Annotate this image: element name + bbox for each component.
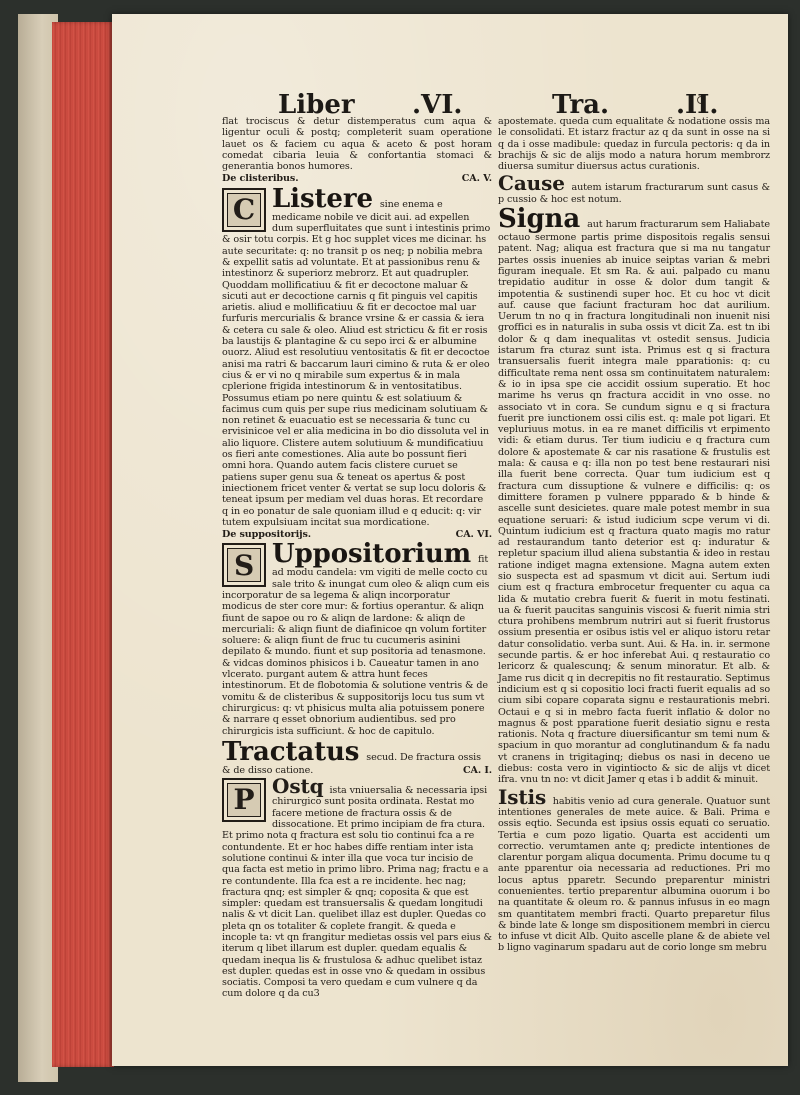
signa-display-word: Signa: [498, 204, 581, 235]
left-text-column: [222, 116, 492, 1000]
chapter-1-text: ista vniuersalia & necessaria ipsi chirurgico sunt posita ordinata. Restat mo facere metione de fractura ossis & de dissocatione. Et primo incipiam de fra ctura. Et primo nota q fractura est solu tio continui fca a re contundente. Et er hoc habes diffe rentiam inter ista solutione continui & inter illa que voca tur incisio de qua facta est metio in primo libro. Prima nag; fractu e a re contundente. Illa fca est a re incidente. hec nag; fractura qnq; est simpler & qnq; coposita & que est simpler: quedam est transuersalis & quedam longitudi nalis & vt dicit Lan. quelibet illaz est dupler. Quedas co pleta qn os totaliter & coplete frangit. & queda e incople ta: vt qn frangitur medietas ossis vel pars eius & iterum q libet illarum est dupler. quedam equalis & quedam inequa lis & frustulosa & adhuc quelibet istaz est dupler. quedas est in osse vno & quedam in ossibus sociatis. Composi ta vero quedam e cum vulnere q da cum dolore q da cu3: [222, 785, 492, 1000]
tractatus-display-word: Tractatus: [222, 736, 360, 767]
chapter-6-number: CA. VI.: [455, 529, 492, 541]
running-head-book-number: .VI.: [412, 90, 463, 120]
tractatus-subtitle: secud. De fractura ossis & de disso catione.: [222, 751, 481, 776]
chapter-6-text: fit ad modu candela: vm vigiti de melle cocto cu sale trito & inungat cum oleo & aliqn cum eis incorporatur de sa legema & aliqn incorporatur modicus de ster core mur: & fortius operantur. & aliqn fiunt de sapoe ou ro & aliqn de lardone: & aliqn de mercuriali: & aliqn fiunt de diafinicoe qn volum fortiter soluere: & aliqn fiunt de fruc tu cucumeris asinini depilato & mundo. fiunt et sup positoria ad tenasmone. & vidcas dominos phisicos i b. Caueatur tamen in ano vlcerato. purgant autem & attra hunt feces intestinorum. Et de flobotomia & solutione ventris & de vomitu & de clisteribus & suppositorijs locu tus sum vt chirurgicus: q: vt phisicus multa alia potuissem ponere & narrare q esset obnorium audientibus. sed pro chirurgicis ista sufficiunt. & hoc de capitulo.: [222, 554, 490, 737]
chapter-1-number: CA. I.: [463, 764, 492, 776]
left-intro-paragraph: flat trociscus & detur distemperatus cum aqua & ligentur oculi & postq; completerit suam operatione lauet os & faciem cu aqua & aceto & post horam comedat cibaria leuia & confortantia stomaci & generantia bonos humores.: [222, 116, 492, 173]
red-page-edges: [52, 22, 114, 1067]
chapter-5-number: CA. V.: [461, 173, 492, 185]
decorated-initial-s: S: [222, 543, 266, 587]
right-intro-paragraph: apostemate. queda cum equalitate & nodatione ossis ma le consolidati. Et istarz fractur az q da sunt in osse na si q da i osse madibule: quedaz in furcula pectoris: q da in brachijs & sic de alijs modo a natura horum membrorz diuersa sumitur diuersus actus curationis.: [498, 116, 770, 173]
chapter-5-title: De clisteribus.: [222, 173, 299, 185]
decorated-initial-p: P: [222, 778, 266, 822]
istis-paragraph: [498, 784, 770, 954]
running-head-tract-number: .II.: [676, 90, 719, 120]
chapter-1-display-word: Ostq: [272, 774, 324, 799]
decorated-initial-c: C: [222, 188, 266, 232]
causae-text: autem istarum fracturarum sunt casus & p cussio & hoc est notum.: [498, 182, 771, 205]
chapter-5-text: sine enema e medicame nobile ve dicit aui. ad expellen dum superfluitates que sunt i intestinis primo & osir totu corpis. Et g hoc supplet vices me dicinar. hs aute securitate: q: no transit p os neq; p nobilia mebra & expellit satis ad voluntate. Et at passionibus renu & intestinorz & superiorz mebrorz. Et aut quadrupler. Quoddam mollificatiuu & fit er decoctone maluar & sicuti aut er decoctione carnis q fit pinguis vel capitis arietis. aliud e mollificatiuu & fit er decoctoe mal uar furfuris mercurialis & brance vrsine & er cassia & iera & cetera cu sale & oleo. Aliud est stricticu & fit er rosis ba laustijs & plantagine & cu sepo irci & er albumine ouorz. Aliud est resolutiuu ventositatis & fit er decoctoe anisi ma ratri & baccarum lauri cimino & ruta & er oleo cius & er vi no q mirabile sum expertus & in mala cplerione frigida intestinorum & in ventositatibus. Possumus etiam po nere quintu & est solatiuum & facimus cum quis per supe rius medicinam solutiuam & non retinet & euacuatio est se necessaria & tunc cu ervisinicoe vel er alia medicina in bo dio dissoluta vel in alio liquore. Clistere autem solutiuum & mundificatiuu os fieri ante comestiones. Alia aute bo possunt fieri omni hora. Quando autem facis clistere curuet se patiens super genu sua & teneat os apertus & post iniectionem fricet venter & vertat se sup locu doloris & teneat ipsum per mediam vel duas horas. Et recordare q in eo ponatur de sale quoniam illud e q educit: q: vir tutem expulsiuam incitat sua mordicatione.: [222, 198, 491, 528]
signa-text: aut harum fracturarum sem Haliabate octauo sermone partis prime dispositois regalis sensui patent. Nag; aliqua est fractura que si ma nu tangatur partes ossis inuenies ab inuice seiptas varian & mebri figuram inequale. Et sm Ra. & aui. palpado cu manu trepidatio auditur in osse & dolor dum tangit & impotentia & sustinendi super hoc. Et cu hoc vt dicit auf. cause que faciunt fracturam hoc dat aurilium. Uerum tn no q in fractura longitudinali non inuenit nisi groffici es in naturalis in suba ossis vt dicit Za. est tn ibi dolor & q dam inequalitas vt ostedit sensus. Judicia istarum fra cturaz sunt ista. Primus est q si fractura transuersalis fuerit integra male pparationis: q: cu difficultate rema nent ossa sm continuitatem naturalem: & io in ipsa spe cie accidit ossium superatio. Et hoc marime hs verus qn fractura accidit in vno osse. no associato vt in cora. Se cundum signu e q si fractura fuerit pre iunctionem ossi cilis est. q: male pot ligari. Et vepluriuus motus. in ea re manet difficilis vt erpimento vidi: & etiam durus. Ter tium iudiciu e q fractura cum dolore & apostemate & car nis rasatione & frustulis est mala: & causa e q: illa non po test bene restaurari nisi illa fuerit bene correcta. Quar tum iudicium est q fractura cum dissuptione & vulnere e difficilis: q: os dimittere foramen p vulnere ppparado & b hinde & ascelle sunt desicietes. quare male potest membr in sua equatione seruari: & istud iudicium scpe verum vi di. Quintum iudicium est q fractura quato magis mo ratur ad restaurandum tanto deterior est q: induratur & repletur spacium illud aliena substantia & ideo in restau ratione indiget magna extensione. Magna autem exten sio suspecta est ad spasmum vt dicit aui. Sertum iudi cium est q fractura embrocetur frequenter cu aqua ca lida & mutatio crebra fuerit & fuerit in motu festinati. ua & fuerit paucitas sanguinis viscosi & fuerit nimia stri ctura prohibens membrum nutriri aut si fuerit frustorus ossium presentia er osibus istis vel er aliquo istoru retar datur consolidatio. verba sunt. Aui. & Ha. in. ir. sermone secunde partis. & er hoc inferebat Aui. q restauratio co lericorz & qualescunq; & senum minoratur. Et alb. & Jame rus dicit q in decrepitis no fit restauratio. Septimus indicium est q si copositio loci fracti fuerit equalis ad so cium sibi copare coparata signu e restaurationis mebri. Octaui e q si in mebro facta fuerit inflatio & dolor no magnus & post pparatione fuerit desiatio signu e resta rationis. Nota q fracture diuersificantur sm temi num & spacium in quo morantur ad conglutinandum & fa nadu vt cranens in trigitaginq; diebus os nasi in deceno ue diebus: costa vero in vigintiocto & sic de alijs vt dicet ifra. vnu tn no: vt dicit Jamer q etas i b addit & minuit.: [498, 219, 771, 786]
istis-text: habitis venio ad cura generale. Quatuor sunt intentiones generales de mete auice. & Bali. Prima e ossis eqtio. Secunda est ipsius ossis equati co seruatio. Tertia e cum pozo ligatio. Quarta est accidenti um correctio. verumtamen ante q; predicte intentiones de clarentur porgam aliqua documenta. Primu docume tu q ante pparentur oia necessaria ad reductiones. Pri mo locus aptus pparetr. Secundo preparentur ministri conuenientes. tertio preparentur albumina ouorum i bo na quantitate & oleum ro. & pannus infusus in eo magn sm quantitatem membri fracti. Quarto preparetur filus & binde late & longe sm dispositionem membri in ciercu to infuse vt dicit Alb. Quito ascelle plane & de abiete vel b ligno vaginarum spadaru aut de corio longe sm mebru: [498, 795, 770, 954]
causae-paragraph: [498, 173, 770, 205]
running-head-liber: Liber: [278, 90, 355, 120]
signa-paragraph: [498, 206, 770, 786]
tractatus-heading: [222, 736, 492, 776]
chapter-6-title: De suppositorijs.: [222, 529, 312, 541]
chapter-6-display-word: Uppositorium: [272, 539, 472, 570]
causae-display-word: Cause: [498, 171, 565, 196]
chapter-5-display-word: Listere: [272, 183, 373, 214]
istis-display-word: Istis: [498, 784, 547, 809]
right-text-column: [498, 116, 770, 955]
running-head-tractatus: Tra.: [552, 90, 610, 120]
